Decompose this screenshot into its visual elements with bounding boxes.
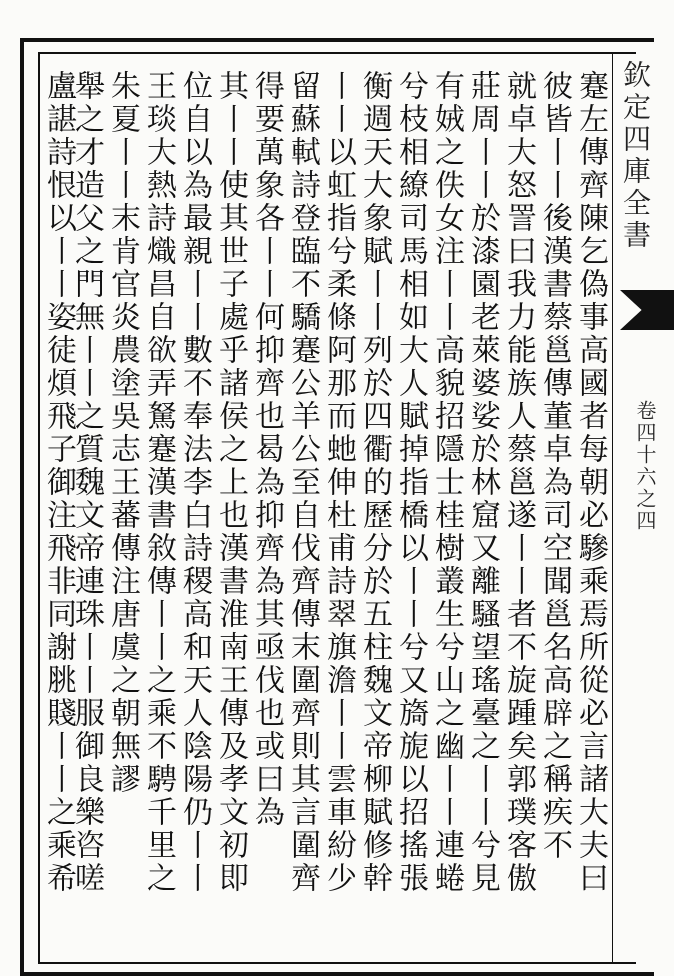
text-column-4: 莊周丨丨於漆園老萊婆娑於林窟又離騷望瑤臺之丨丨兮見	[465, 70, 500, 895]
text-column-1: 蹇左傳齊陳乞偽事高國者每朝必驂乘焉所從必言諸大夫曰	[573, 70, 608, 895]
text-column-2: 彼皆丨丨後漢書蔡邕傳董卓為司空聞邕名高辟之稱疾不	[537, 70, 572, 862]
text-column-10: 得要萬象各丨丨何抑齊也曷為抑齊為其亟伐也或曰為	[249, 70, 284, 829]
text-column-7: 衡週天大象賦丨丨列於四衢的歷分於五柱魏文帝柳賦修幹	[357, 70, 392, 895]
text-column-5: 有娀之佚女注丨丨高貌招隱士桂樹叢生兮山之幽丨丨連蜷	[429, 70, 464, 895]
text-column-16: 盧諶詩恨以丨丨姿徒煩飛子御注飛非同謝脁賤丨丨之乘希	[41, 70, 76, 895]
text-column-12: 位自以為最親丨丨數不奉法李白詩稷高和天人陰陽仍丨丨	[177, 70, 212, 895]
text-column-13: 王琰大熱詩熾昌自欲弄駑蹇漢書敘傳丨丨之乘不騁千里之	[141, 70, 176, 895]
text-column-6: 兮枝相繚司馬相如大人賦掉指橋以丨丨兮又旖旎以招搖張	[393, 70, 428, 895]
volume-label: 卷四十六之四	[633, 400, 657, 532]
text-column-15: 舉之才造父之門無丨丨之質魏文帝連珠丨丨服御良樂咨嗟	[69, 70, 104, 895]
text-column-3: 就卓大怒詈曰我力能族人蔡邕遂丨丨者不旋踵矣郭璞客傲	[501, 70, 536, 895]
text-column-11: 其丨丨使其世子處乎諸侯之上也漢書淮南王傳及孝文初即	[213, 70, 248, 895]
margin-divider-line	[612, 52, 613, 962]
book-title: 欽定四庫全書	[619, 60, 652, 252]
text-column-14: 朱夏丨丨末肯官炎農塗吳志王蕃傳注唐虞之朝無謬	[105, 70, 140, 796]
text-column-9: 留蘇軾詩登臨不驕蹇公羊公至自伐齊傳末圍齊則其言圍齊	[285, 70, 320, 895]
text-column-8: 丨丨以虹指兮柔條阿那而虵伸杜甫詩翠旗澹丨丨雲車紛少	[321, 70, 356, 895]
